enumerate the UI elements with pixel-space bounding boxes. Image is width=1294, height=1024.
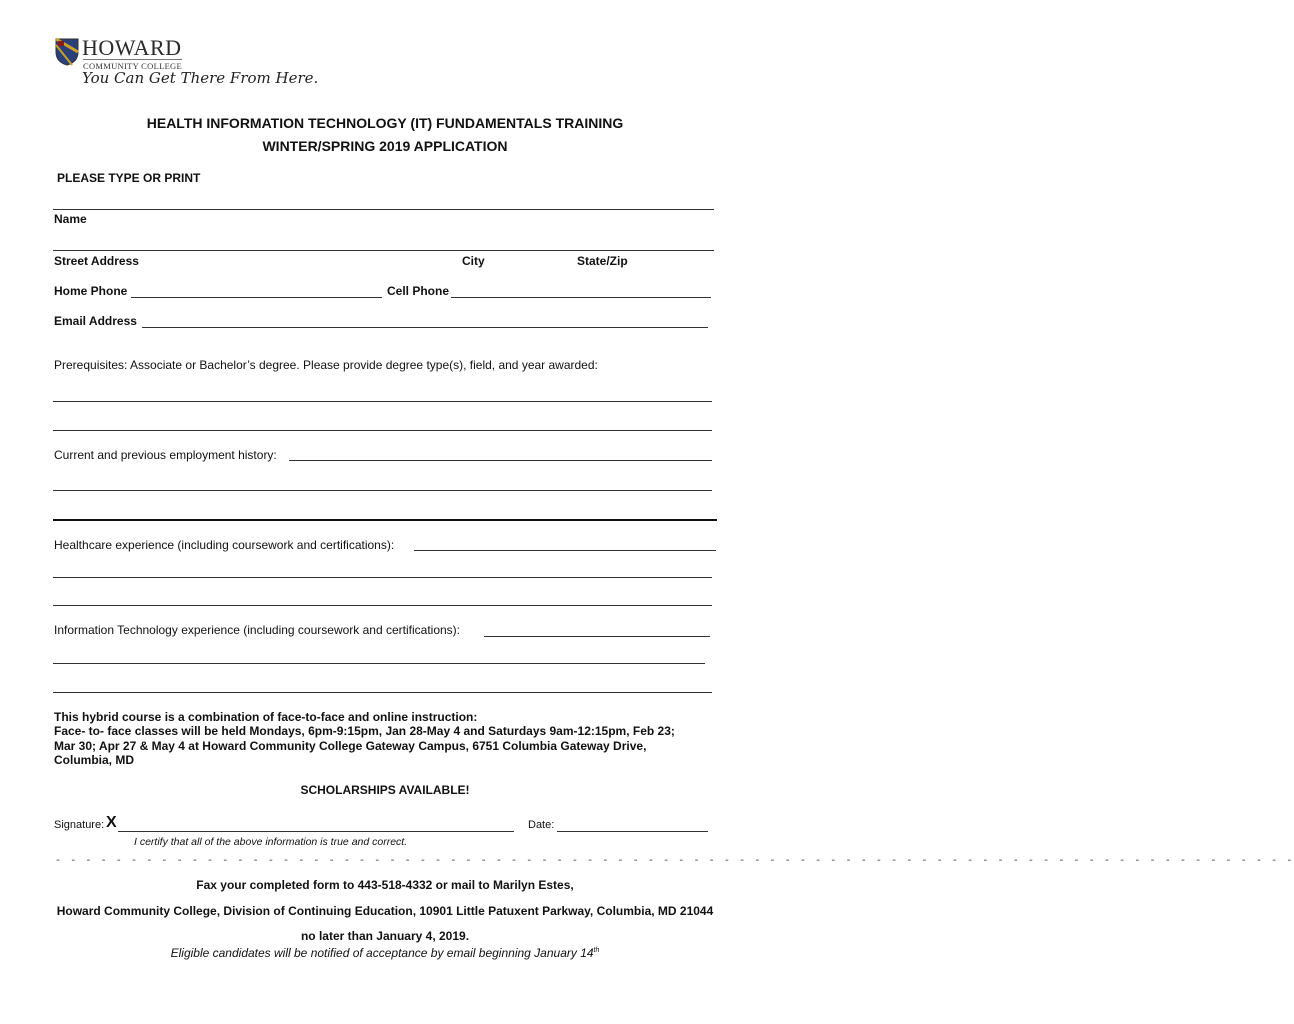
state-zip-label: State/Zip <box>577 254 628 268</box>
section-divider <box>53 519 717 521</box>
cell-phone-label: Cell Phone <box>387 284 450 298</box>
city-label: City <box>462 254 485 268</box>
healthcare-answer-line-2[interactable] <box>53 577 712 578</box>
employment-answer-line-2[interactable] <box>53 490 712 491</box>
name-label: Name <box>54 212 87 226</box>
email-label: Email Address <box>54 314 137 328</box>
employment-answer-line-1[interactable] <box>289 460 712 461</box>
course-info-line-4: Columbia, MD <box>54 753 134 767</box>
it-answer-line-2[interactable] <box>53 663 705 664</box>
scholarships-notice: SCHOLARSHIPS AVAILABLE! <box>300 783 470 797</box>
signature-label: Signature: <box>54 819 105 831</box>
home-phone-field-line[interactable] <box>131 297 382 298</box>
certify-statement: I certify that all of the above information is true and correct. <box>134 836 408 848</box>
course-info-line-2: Face- to- face classes will be held Mondays, 6pm-9:15pm, Jan 28-May 4 and Saturdays 9am-12:15pm, Feb 23; <box>54 724 675 738</box>
deadline-text: no later than January 4, 2019. <box>300 929 470 943</box>
healthcare-answer-line-3[interactable] <box>53 605 712 606</box>
email-field-line[interactable] <box>142 327 708 328</box>
signature-x-mark: X <box>106 814 117 831</box>
course-info-line-3: Mar 30; Apr 27 & May 4 at Howard Community College Gateway Campus, 6751 Columbia Gateway Drive, <box>54 739 647 753</box>
mailing-address: Howard Community College, Division of Continuing Education, 10901 Little Patuxent Parkway, Columbia, MD 21044 <box>56 904 714 918</box>
cell-phone-field-line[interactable] <box>451 297 711 298</box>
it-answer-line-1[interactable] <box>484 636 710 637</box>
healthcare-answer-line-1[interactable] <box>414 550 716 551</box>
notification-main: Eligible candidates will be notified of acceptance by email beginning January 14 <box>170 946 594 960</box>
form-title: HEALTH INFORMATION TECHNOLOGY (IT) FUNDAMENTALS TRAINING <box>146 115 624 131</box>
it-answer-line-3[interactable] <box>53 692 712 693</box>
healthcare-question: Healthcare experience (including coursework and certifications): <box>54 538 395 552</box>
logo-tagline: You Can Get There From Here. <box>82 69 319 87</box>
logo-wordmark: HOWARD <box>82 35 182 60</box>
cut-dashed-line: - - - - - - - - - - - - - - - - - - - - - - - - - - - - - - - - - - - - - - - - - - - - - - - - - - - - - - - - - - - - - - - - - - - - - - - - - - - - - - - - - - <box>55 856 1294 867</box>
date-label: Date: <box>528 819 555 831</box>
notification-text <box>0 946 770 960</box>
address-field-line[interactable] <box>53 250 714 251</box>
course-info-line-1: This hybrid course is a combination of face-to-face and online instruction: <box>54 710 478 724</box>
date-field-line[interactable] <box>557 831 708 832</box>
it-question: Information Technology experience (including coursework and certifications): <box>54 623 460 637</box>
fax-instructions: Fax your completed form to 443-518-4332 or mail to Marilyn Estes, <box>196 878 574 892</box>
notification-suffix: th <box>593 947 600 954</box>
logo-subtitle: COMMUNITY COLLEGE <box>83 61 182 71</box>
instruction-text: PLEASE TYPE OR PRINT <box>57 171 201 185</box>
employment-question: Current and previous employment history: <box>54 448 277 462</box>
form-subtitle: WINTER/SPRING 2019 APPLICATION <box>262 138 508 154</box>
shield-crest-icon <box>55 38 79 66</box>
prerequisites-answer-line-1[interactable] <box>53 401 712 402</box>
prerequisites-question: Prerequisites: Associate or Bachelor’s degree. Please provide degree type(s), field, and year awarded: <box>54 358 598 372</box>
signature-field-line[interactable] <box>118 831 514 832</box>
name-field-line[interactable] <box>53 209 714 210</box>
prerequisites-answer-line-2[interactable] <box>53 430 712 431</box>
street-address-label: Street Address <box>54 254 139 268</box>
home-phone-label: Home Phone <box>54 284 128 298</box>
